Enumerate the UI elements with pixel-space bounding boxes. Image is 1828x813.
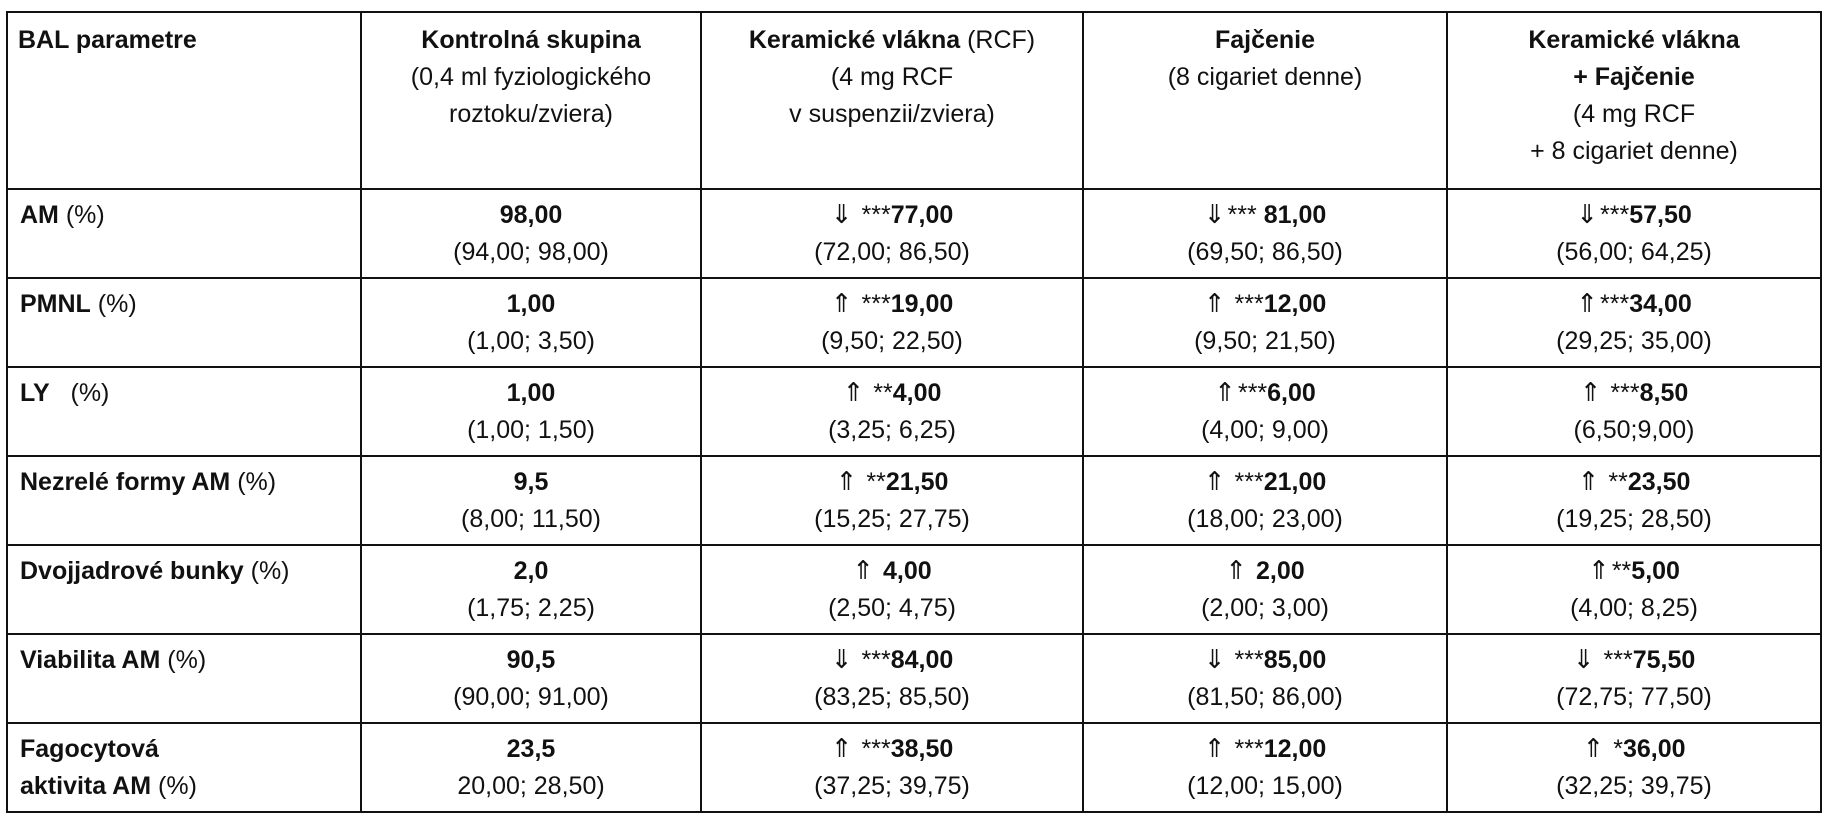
table-row xyxy=(7,456,1821,545)
cell-median-line xyxy=(702,375,1082,412)
median-value: 12,00 xyxy=(1263,290,1327,318)
interquartile-range: (15,25; 27,75) xyxy=(814,505,970,533)
interquartile-range: (3,25; 6,25) xyxy=(828,416,956,444)
cell-median-line xyxy=(1448,375,1820,412)
row-label-bold: PMNL xyxy=(20,290,91,318)
interquartile-range: (94,00; 98,00) xyxy=(453,238,609,266)
cell-median-line xyxy=(702,286,1082,323)
significance-marker: *** xyxy=(1227,468,1264,496)
significance-marker: *** xyxy=(1227,735,1264,763)
interquartile-range: (18,00; 23,00) xyxy=(1187,505,1343,533)
median-value: 1,00 xyxy=(506,379,556,407)
header-smoking xyxy=(1083,12,1447,189)
up-arrow-icon: ⇑ xyxy=(1214,378,1236,408)
median-value: 90,5 xyxy=(506,646,556,674)
up-arrow-icon: ⇑ xyxy=(1577,467,1600,497)
table-row xyxy=(7,189,1821,278)
interquartile-range: (1,00; 3,50) xyxy=(467,327,595,355)
row-label-line xyxy=(20,286,352,323)
significance-marker: *** xyxy=(854,201,891,229)
table-cell xyxy=(1083,634,1447,723)
up-arrow-icon: ⇑ xyxy=(830,734,853,764)
cell-median-line xyxy=(702,642,1082,679)
down-arrow-icon: ⇓ xyxy=(830,200,853,230)
up-arrow-icon: ⇑ xyxy=(1579,378,1602,408)
median-value: 9,5 xyxy=(513,468,549,496)
up-arrow-icon: ⇑ xyxy=(852,556,875,586)
median-value: 1,00 xyxy=(506,290,556,318)
interquartile-range: (32,25; 39,75) xyxy=(1556,772,1712,800)
significance-marker: ** xyxy=(1611,557,1632,585)
interquartile-range: (37,25; 39,75) xyxy=(814,772,970,800)
row-label-bold: Fagocytová xyxy=(20,735,159,763)
table-cell xyxy=(1447,189,1821,278)
table-row xyxy=(7,545,1821,634)
up-arrow-icon: ⇑ xyxy=(1203,734,1226,764)
table-cell xyxy=(1083,545,1447,634)
header-ceramic-plus-smoking xyxy=(1447,12,1821,189)
row-label-unit: (%) xyxy=(90,290,137,318)
table-cell xyxy=(361,723,701,812)
row-label xyxy=(7,278,361,367)
row-label-unit: (%) xyxy=(151,772,197,800)
significance-marker xyxy=(876,557,883,585)
header-ceramic-fibers-title-bold: Keramické vlákna xyxy=(748,26,961,54)
interquartile-range: (83,25; 85,50) xyxy=(814,683,970,711)
interquartile-range: (29,25; 35,00) xyxy=(1556,327,1712,355)
median-value: 57,50 xyxy=(1629,201,1692,229)
significance-marker: *** xyxy=(1603,379,1640,407)
header-ceramic-plus-smoking-title1: Keramické vlákna xyxy=(1528,26,1740,54)
significance-marker: *** xyxy=(1600,201,1630,229)
up-arrow-icon: ⇑ xyxy=(842,378,865,408)
row-label-bold: LY xyxy=(20,379,50,407)
table-cell xyxy=(701,189,1083,278)
header-control-group-sub2: roztoku/zviera) xyxy=(449,100,613,128)
interquartile-range: (9,50; 21,50) xyxy=(1194,327,1336,355)
row-label xyxy=(7,723,361,812)
median-value: 21,00 xyxy=(1263,468,1327,496)
table-cell xyxy=(1447,456,1821,545)
median-value: 21,50 xyxy=(885,468,949,496)
table-cell xyxy=(1083,189,1447,278)
median-value: 77,00 xyxy=(890,201,954,229)
median-value: 38,50 xyxy=(890,735,954,763)
cell-median-line xyxy=(1448,464,1820,501)
cell-median-line xyxy=(1084,553,1446,590)
median-value: 5,00 xyxy=(1631,557,1680,585)
cell-median-line xyxy=(1084,375,1446,412)
row-label-line xyxy=(20,731,352,768)
cell-median-line xyxy=(362,731,700,768)
up-arrow-icon: ⇑ xyxy=(1582,734,1605,764)
up-arrow-icon: ⇑ xyxy=(1203,467,1226,497)
table-row xyxy=(7,723,1821,812)
cell-median-line xyxy=(1084,197,1446,234)
significance-marker: *** xyxy=(1227,290,1264,318)
header-control-group-title: Kontrolná skupina xyxy=(421,26,641,54)
interquartile-range: (72,00; 86,50) xyxy=(814,238,970,266)
significance-marker: ** xyxy=(1601,468,1628,496)
down-arrow-icon: ⇓ xyxy=(1576,200,1599,230)
row-label-line xyxy=(20,464,352,501)
down-arrow-icon: ⇓ xyxy=(830,645,853,675)
row-label-bold: Dvojjadrové bunky xyxy=(20,557,244,585)
table-cell xyxy=(1083,278,1447,367)
table-cell xyxy=(701,545,1083,634)
table-cell xyxy=(701,367,1083,456)
median-value: 19,00 xyxy=(890,290,954,318)
header-ceramic-plus-smoking-sub1: (4 mg RCF xyxy=(1572,100,1696,128)
table-cell xyxy=(1447,545,1821,634)
median-value: 6,00 xyxy=(1267,379,1316,407)
up-arrow-icon: ⇑ xyxy=(830,289,853,319)
median-value: 2,0 xyxy=(513,557,549,585)
row-label-bold: Nezrelé formy AM xyxy=(20,468,231,496)
header-ceramic-plus-smoking-title2: + Fajčenie xyxy=(1573,63,1695,91)
header-ceramic-fibers-sub2: v suspenzii/zviera) xyxy=(789,100,995,128)
significance-marker: *** xyxy=(1237,379,1268,407)
interquartile-range: (2,50; 4,75) xyxy=(828,594,956,622)
header-ceramic-fibers-sub1: (4 mg RCF xyxy=(830,63,954,91)
header-control-group-sub1: (0,4 ml fyziologického xyxy=(410,63,652,91)
table-cell xyxy=(1447,634,1821,723)
table-cell xyxy=(1447,278,1821,367)
significance-marker: ** xyxy=(866,379,893,407)
significance-marker: * xyxy=(1606,735,1623,763)
median-value: 98,00 xyxy=(499,201,563,229)
table-row xyxy=(7,367,1821,456)
median-value: 85,00 xyxy=(1263,646,1327,674)
header-ceramic-fibers xyxy=(701,12,1083,189)
interquartile-range: (12,00; 15,00) xyxy=(1187,772,1343,800)
header-bal-parameters xyxy=(7,12,361,189)
row-label-unit: (%) xyxy=(160,646,207,674)
row-label-line2 xyxy=(20,768,352,805)
table-cell xyxy=(361,367,701,456)
cell-median-line xyxy=(702,197,1082,234)
significance-marker: *** xyxy=(854,290,891,318)
significance-marker: *** xyxy=(1596,646,1633,674)
row-label xyxy=(7,634,361,723)
header-bal-parameters-label: BAL parametre xyxy=(18,26,197,54)
row-label xyxy=(7,189,361,278)
cell-median-line xyxy=(1448,731,1820,768)
cell-median-line xyxy=(1084,642,1446,679)
table-row xyxy=(7,278,1821,367)
header-smoking-sub1: (8 cigariet denne) xyxy=(1167,63,1363,91)
cell-median-line xyxy=(362,375,700,412)
cell-median-line xyxy=(702,731,1082,768)
table-cell xyxy=(1083,367,1447,456)
up-arrow-icon: ⇑ xyxy=(1225,556,1248,586)
table-header-row xyxy=(7,12,1821,189)
cell-median-line xyxy=(362,464,700,501)
row-label-line xyxy=(20,642,352,679)
median-value: 84,00 xyxy=(890,646,954,674)
interquartile-range: (90,00; 91,00) xyxy=(453,683,609,711)
median-value: 2,00 xyxy=(1256,557,1305,585)
significance-marker: *** xyxy=(1227,201,1264,229)
median-value: 23,5 xyxy=(506,735,556,763)
row-label xyxy=(7,545,361,634)
interquartile-range: (69,50; 86,50) xyxy=(1187,238,1343,266)
significance-marker: *** xyxy=(1600,290,1630,318)
cell-median-line xyxy=(1084,464,1446,501)
interquartile-range: (2,00; 3,00) xyxy=(1201,594,1329,622)
cell-median-line xyxy=(702,553,1082,590)
table-cell xyxy=(1447,723,1821,812)
down-arrow-icon: ⇓ xyxy=(1572,645,1595,675)
cell-median-line xyxy=(1084,731,1446,768)
header-smoking-title: Fajčenie xyxy=(1214,26,1316,54)
table-cell xyxy=(361,545,701,634)
significance-marker: *** xyxy=(854,646,891,674)
cell-median-line xyxy=(1448,286,1820,323)
cell-median-line xyxy=(362,286,700,323)
header-ceramic-fibers-title xyxy=(702,22,1082,59)
cell-median-line xyxy=(362,553,700,590)
down-arrow-icon: ⇓ xyxy=(1203,645,1226,675)
table-cell xyxy=(361,278,701,367)
table-cell xyxy=(361,456,701,545)
median-value: 75,50 xyxy=(1632,646,1696,674)
significance-marker: ** xyxy=(859,468,886,496)
significance-marker: *** xyxy=(1227,646,1264,674)
table-cell xyxy=(701,278,1083,367)
cell-median-line xyxy=(362,642,700,679)
table-row xyxy=(7,634,1821,723)
row-label-line xyxy=(20,197,352,234)
table-cell xyxy=(1447,367,1821,456)
table-cell xyxy=(1083,456,1447,545)
interquartile-range: (19,25; 28,50) xyxy=(1556,505,1712,533)
interquartile-range: (72,75; 77,50) xyxy=(1556,683,1712,711)
interquartile-range: (81,50; 86,00) xyxy=(1187,683,1343,711)
median-value: 36,00 xyxy=(1622,735,1686,763)
row-label-unit: (%) xyxy=(58,201,105,229)
up-arrow-icon: ⇑ xyxy=(1203,289,1226,319)
header-ceramic-plus-smoking-sub2: + 8 cigariet denne) xyxy=(1530,137,1738,165)
interquartile-range: (9,50; 22,50) xyxy=(821,327,963,355)
cell-median-line xyxy=(1448,642,1820,679)
up-arrow-icon: ⇑ xyxy=(1576,289,1599,319)
interquartile-range: (4,00; 8,25) xyxy=(1570,594,1698,622)
up-arrow-icon: ⇑ xyxy=(835,467,858,497)
interquartile-range: (8,00; 11,50) xyxy=(461,505,601,533)
bal-parameters-table xyxy=(6,11,1822,813)
cell-median-line xyxy=(362,197,700,234)
significance-marker: *** xyxy=(854,735,891,763)
row-label-unit: (%) xyxy=(243,557,290,585)
cell-median-line xyxy=(1084,286,1446,323)
up-arrow-icon: ⇑ xyxy=(1588,556,1610,586)
interquartile-range: (1,00; 1,50) xyxy=(467,416,595,444)
interquartile-range: 20,00; 28,50) xyxy=(457,772,605,800)
cell-median-line xyxy=(702,464,1082,501)
median-value: 34,00 xyxy=(1629,290,1692,318)
interquartile-range: (4,00; 9,00) xyxy=(1201,416,1329,444)
median-value: 4,00 xyxy=(883,557,932,585)
significance-marker xyxy=(1249,557,1256,585)
row-label-bold-line2: aktivita AM xyxy=(20,772,152,800)
row-label-line xyxy=(20,375,352,412)
row-label-unit: (%) xyxy=(49,379,110,407)
table-cell xyxy=(701,723,1083,812)
header-control-group xyxy=(361,12,701,189)
table-cell xyxy=(701,456,1083,545)
table-cell xyxy=(361,634,701,723)
interquartile-range: (1,75; 2,25) xyxy=(467,594,595,622)
median-value: 12,00 xyxy=(1263,735,1327,763)
row-label-bold: Viabilita AM xyxy=(20,646,161,674)
row-label-unit: (%) xyxy=(230,468,277,496)
down-arrow-icon: ⇓ xyxy=(1203,200,1226,230)
table-cell xyxy=(701,634,1083,723)
median-value: 23,50 xyxy=(1627,468,1691,496)
row-label xyxy=(7,367,361,456)
row-label-line xyxy=(20,553,352,590)
row-label-bold: AM xyxy=(20,201,59,229)
interquartile-range: (6,50;9,00) xyxy=(1573,416,1695,444)
table-cell xyxy=(1083,723,1447,812)
cell-median-line xyxy=(1448,197,1820,234)
cell-median-line xyxy=(1448,553,1820,590)
median-value: 81,00 xyxy=(1263,201,1327,229)
row-label xyxy=(7,456,361,545)
median-value: 4,00 xyxy=(892,379,942,407)
median-value: 8,50 xyxy=(1639,379,1689,407)
interquartile-range: (56,00; 64,25) xyxy=(1556,238,1712,266)
header-ceramic-fibers-title-rest: (RCF) xyxy=(960,26,1036,54)
bal-parameters-table-container xyxy=(6,11,1820,813)
table-body xyxy=(7,189,1821,812)
table-cell xyxy=(361,189,701,278)
